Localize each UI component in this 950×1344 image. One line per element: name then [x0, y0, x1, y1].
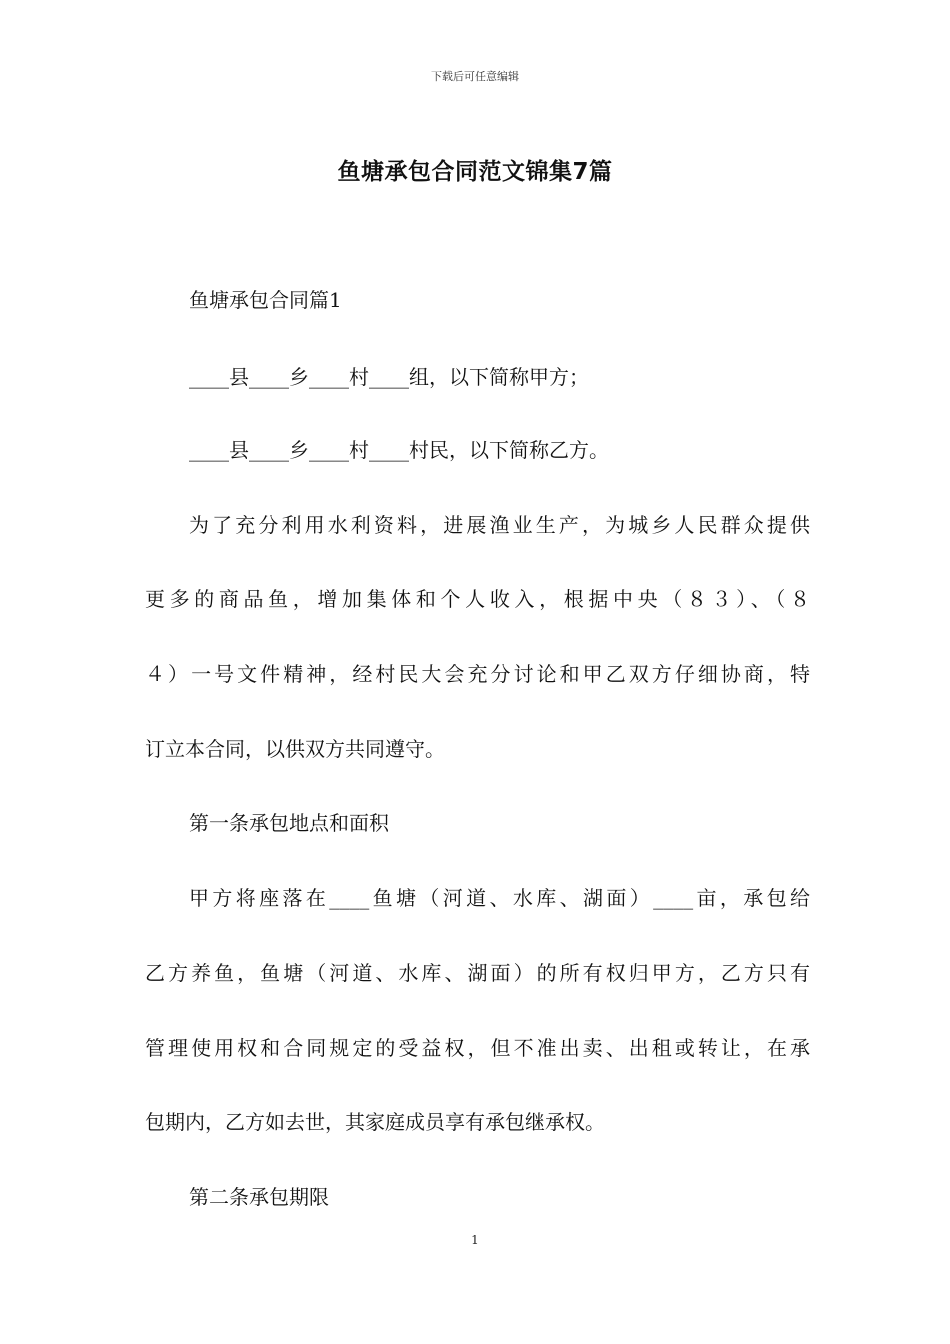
- article-heading-2: 第二条承包期限: [189, 1185, 329, 1209]
- paragraph-line: 包期内，乙方如去世，其家庭成员享有承包继承权。: [145, 1110, 605, 1134]
- article-heading-1: 第一条承包地点和面积: [189, 811, 389, 835]
- paragraph-line: 订立本合同，以供双方共同遵守。: [145, 737, 445, 761]
- paragraph-line: 为了充分利用水利资料，进展渔业生产，为城乡人民群众提供: [189, 513, 810, 537]
- party-b-line: ____县____乡____村____村民，以下简称乙方。: [189, 438, 609, 462]
- paragraph-line: 乙方养鱼，鱼塘（河道、水库、湖面）的所有权归甲方，乙方只有: [145, 961, 810, 985]
- header-note: 下载后可任意编辑: [431, 70, 519, 83]
- page-number: 1: [471, 1233, 479, 1247]
- paragraph-line: 更多的商品鱼，增加集体和个人收入，根据中央（８３）、（８: [145, 587, 810, 611]
- paragraph-line: 管理使用权和合同规定的受益权，但不准出卖、出租或转让，在承: [145, 1036, 810, 1060]
- paragraph-line: ４）一号文件精神，经村民大会充分讨论和甲乙双方仔细协商，特: [145, 662, 810, 686]
- party-a-line: ____县____乡____村____组，以下简称甲方；: [189, 365, 589, 389]
- document-title: 鱼塘承包合同范文锦集7篇: [337, 159, 613, 185]
- paragraph-line: 甲方将座落在____鱼塘（河道、水库、湖面）____亩，承包给: [189, 886, 810, 910]
- section-heading-contract-1: 鱼塘承包合同篇1: [189, 288, 342, 312]
